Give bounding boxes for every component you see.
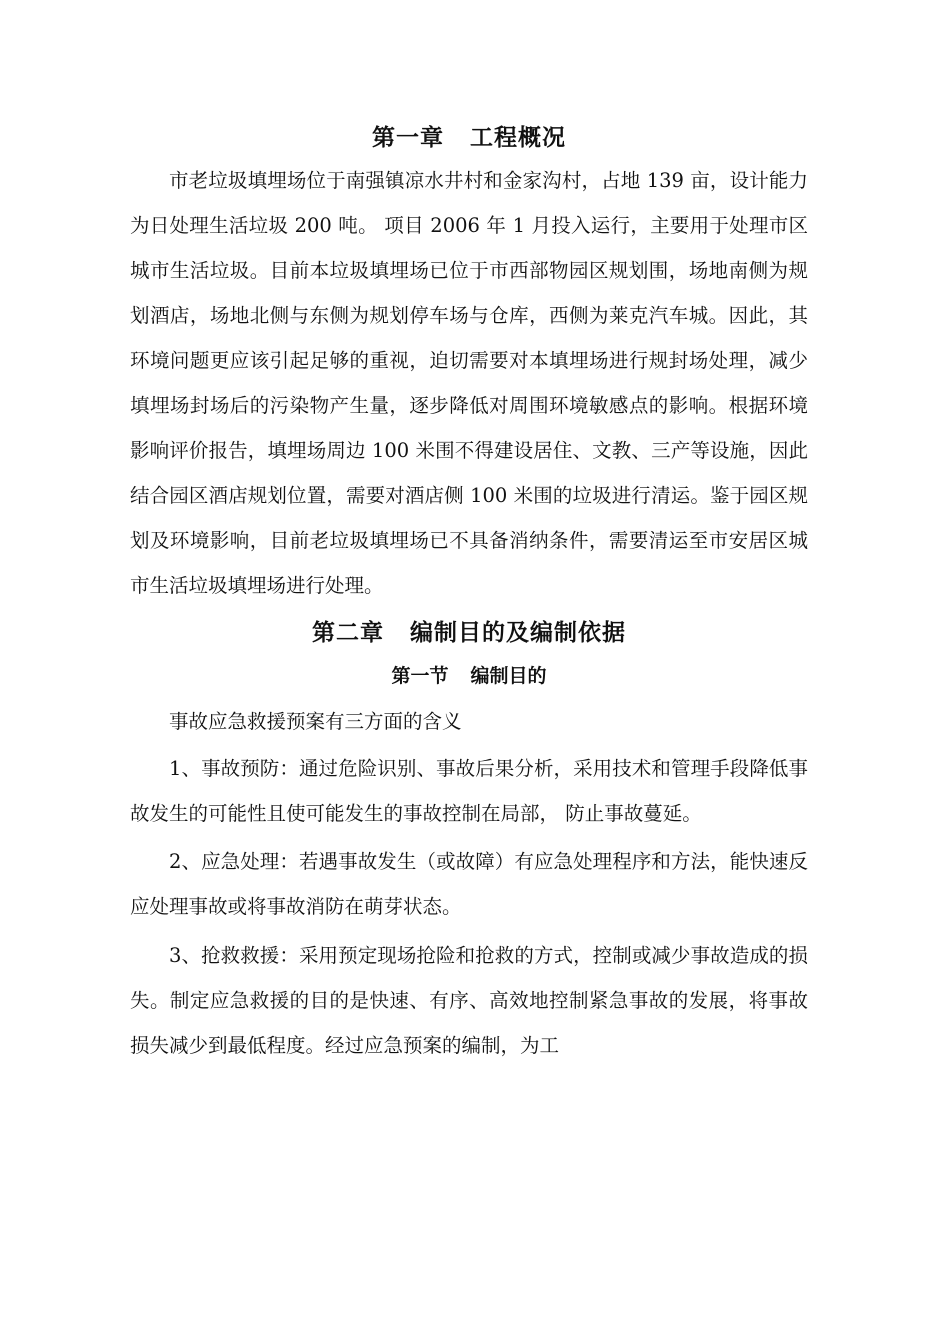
- chapter-1-heading: [130, 118, 808, 158]
- chapter-1-paragraph: 市老垃圾填埋场位于南强镇凉水井村和金家沟村，占地 139 亩，设计能力为日处理生活垃圾 200 吨。 项目 2006 年 1 月投入运行，主要用于处理市区城市生活垃圾。目前本垃圾填埋场已位于市西部物园区规划围，场地南侧为规划酒店，场地北侧与东侧为规划停车场与仓库，西侧为莱克汽车城。因此，其环境问题更应该引起足够的重视，迫切需要对本填埋场进行规封场处理，减少填埋场封场后的污染物产生量，逐步降低对周围环境敏感点的影响。根据环境影响评价报告，填埋场周边 100 米围不得建设居住、文教、三产等设施，因此结合园区酒店规划位置，需要对酒店侧 100 米围的垃圾进行清运。鉴于园区规划及环境影响，目前老垃圾填埋场已不具备消纳条件，需要清运至市安居区城市生活垃圾填埋场进行处理。: [130, 169, 808, 597]
- section-1-title: 编制目的: [470, 665, 547, 687]
- list-item-emergency-handling: 2、应急处理：若遇事故发生（或故障）有应急处理程序和方法，能快速反应处理事故或将事故消防在萌芽状态。: [130, 850, 808, 918]
- document-page: [130, 118, 808, 1068]
- section-1-number: 第一节: [391, 665, 449, 687]
- chapter-2-title: 编制目的及编制依据: [410, 619, 626, 646]
- chapter-1-number: 第一章: [372, 124, 444, 151]
- list-item-rescue: 3、抢救救援：采用预定现场抢险和抢救的方式，控制或减少事故造成的损失。制定应急救援的目的是快速、有序、高效地控制紧急事故的发展，将事故损失减少到最低程度。经过应急预案的编制，为工: [130, 944, 808, 1057]
- list-item-prevention: 1、事故预防：通过危险识别、事故后果分析，采用技术和管理手段降低事故发生的可能性且使可能发生的事故控制在局部， 防止事故蔓延。: [130, 757, 808, 825]
- section-intro-paragraph: 事故应急救援预案有三方面的含义: [169, 710, 462, 733]
- chapter-2-number: 第二章: [312, 619, 384, 646]
- chapter-1-title: 工程概况: [470, 124, 566, 151]
- section-1-heading: [130, 653, 808, 699]
- chapter-2-heading: [130, 613, 808, 653]
